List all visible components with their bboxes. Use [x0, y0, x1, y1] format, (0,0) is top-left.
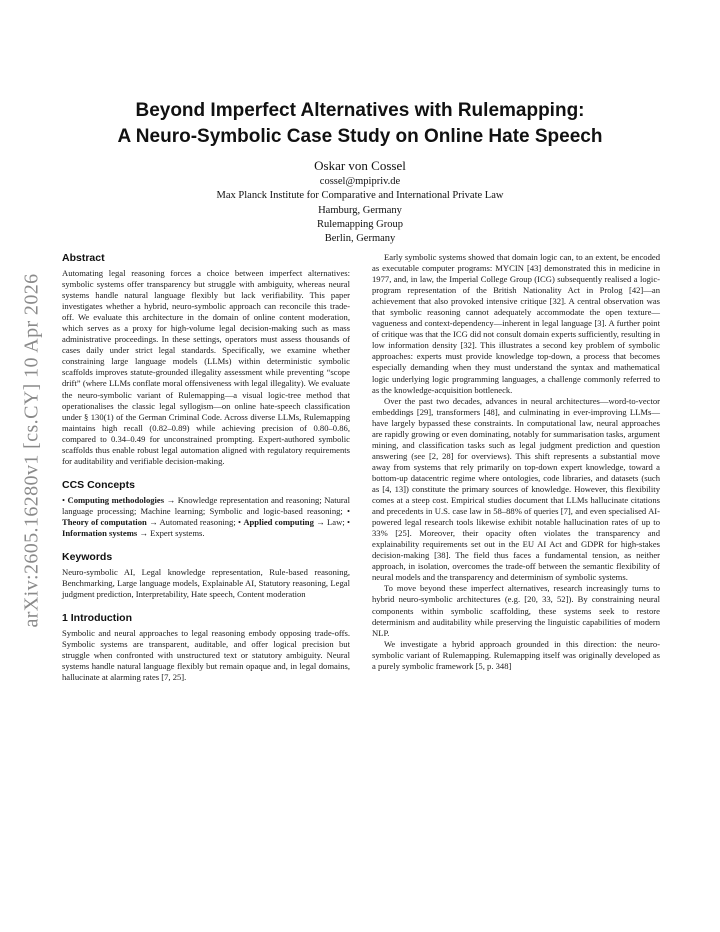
author-affiliation: Max Planck Institute for Comparative and International Private Law	[216, 190, 504, 202]
introduction-heading: 1 Introduction	[62, 612, 132, 625]
author-block	[100, 157, 620, 246]
ccs-heading: CCS Concepts	[62, 478, 135, 491]
author-city: Hamburg, Germany	[318, 204, 402, 216]
ccs-desc-1: → Knowledge representation and reasoning; Natural language processing; Machine learning; Symbolic and logic-based reasoning; •	[62, 494, 350, 516]
intro-paragraph-4: To move beyond these imperfect alternatives, research increasingly turns to hybrid neuro-symbolic architectures (e.g. [20, 33, 52]). By constraining neural components within symbolic scaffolding, these systems seek to restore determinism and auditability while preserving the linguistic capabilities of modern NLP.	[372, 583, 660, 638]
ccs-term-3: Applied computing	[243, 516, 314, 527]
author-group: Rulemapping Group	[316, 218, 404, 230]
author-name: Oskar von Cossel	[314, 158, 406, 173]
intro-paragraph-3: Over the past two decades, advances in neural architectures—word-to-vector embeddings [29], transformers [48], and culminating in ever-improving LLMs—have largely bypassed these constraints. In computational law, neural approaches are rapidly growing or even dominating, notably for summarisation tasks, argument mining, and classification tasks such as legal judgment prediction and question answering (see [2, 28] for overviews). This shift represents a substantial move away from systems that rely primarily on top-down expert knowledge, toward a bottom-up datacentric regime where ontologies, code libraries, and datasets (such as [4, 13]) constitute the primary sources of knowledge. However, this flexibility comes at a steep cost. Empirical studies document that LLMs hallucinate citations and precedents in U.S. case law in 58–88% of queries [7], and even specialised AI-powered legal research tools likewise exhibit notable hallucination rates of up to 33% [25]. Moreover, their opacity often violates the transparency and explainability requirements set out in the EU AI Act and GDPR for high-stakes decision-making [38]. The field thus faces a fundamental tension, as neither approach, in isolation, overcomes the trade-off between the semantic flexibility of neural models and the transparency and determinism of symbolic systems.	[372, 395, 660, 583]
author-email: cossel@mpipriv.de	[319, 176, 401, 187]
ccs-term-2: Theory of computation	[62, 516, 147, 527]
abstract-text: Automating legal reasoning forces a choice between imperfect alternatives: symbolic systems offer transparency but struggle with ambiguity, whereas neural systems handle natural language flexibly but lack verifiability. This paper investigates whether a hybrid, neuro-symbolic approach can reconcile this trade-off. We evaluate this architecture in the domain of online content moderation, which serves as a proxy for high-volume legal decision-making such as mass administrative proceedings. In these settings, operators must assess thousands of cases daily under strict legal standards. Specifically, we examine whether constraining large language models (LLMs) within deterministic symbolic scaffolds improves statute-grounded illegality assessment while preventing “scope drift” (where LLMs conflate moral offensiveness with legal illegality). We evaluate the neuro-symbolic variant of Rulemapping—a visual logic-tree method that operationalises the classic legal syllogism—on online hate-speech classification under § 130(1) of the German Criminal Code. Across diverse LLMs, Rulemapping maintains high recall (0.82–0.89) while achieving precision of 0.80–0.86, compared to 0.34–0.49 for unconstrained prompting. Expert-authored symbolic scaffolds thus enable robust legal automation aligned with regulatory requirements for auditability and verifiable decision-making.	[62, 268, 350, 466]
title-line-1: Beyond Imperfect Alternatives with Rulemapping:	[135, 100, 585, 121]
title-line-2: A Neuro-Symbolic Case Study on Online Hate Speech	[117, 126, 603, 147]
author-group-city: Berlin, Germany	[324, 233, 396, 245]
abstract-heading: Abstract	[62, 252, 105, 264]
keywords-heading: Keywords	[62, 551, 113, 564]
ccs-term-1: Computing methodologies	[67, 494, 165, 505]
ccs-desc-3: → Law; •	[313, 516, 350, 527]
intro-paragraph-5: We investigate a hybrid approach grounded in this direction: the neuro-symbolic variant of Rulemapping. Rulemapping itself was originally developed as a purely symbolic framework [5, p. 348]	[372, 638, 660, 671]
ccs-text: • Computing methodologies → Knowledge representation and reasoning; Natural language processing; Machine learning; Symbolic and logic-based reasoning; • Theory of computation → Automated reasoning; • Applied computing → Law; • Information systems → Expert systems.	[62, 494, 350, 538]
ccs-desc-4: → Expert systems.	[137, 527, 205, 538]
paper-title	[60, 98, 660, 150]
arxiv-identifier	[12, 260, 52, 640]
arxiv-identifier-text: arXiv:2605.16280v1 [cs.CY] 10 Apr 2026	[20, 272, 43, 628]
keywords-text: Neuro-symbolic AI, Legal knowledge representation, Rule-based reasoning, Benchmarking, Large language models, Explainable AI, Statutory reasoning, Legal judgment prediction, Interpretability, Hate speech, Content moderation	[62, 567, 350, 600]
ccs-desc-2: → Automated reasoning; •	[146, 516, 244, 527]
ccs-term-4: Information systems	[62, 527, 138, 538]
right-column	[372, 252, 660, 672]
left-column	[62, 252, 350, 683]
intro-paragraph-1: Symbolic and neural approaches to legal reasoning embody opposing trade-offs. Symbolic systems are transparent, auditable, and offer logical precision but struggle when confronted with unstructured text or statutory ambiguity. Neural systems handle natural language flexibly but remain opaque and, in legal domains, hallucinate at alarming rates [7, 25].	[62, 628, 350, 683]
intro-paragraph-2: Early symbolic systems showed that domain logic can, to an extent, be encoded as executable computer programs: MYCIN [43] demonstrated this in medicine in 1977, and, in law, the Imperial College Group (ICG) subsequently realised a logic-program representation of the British Nationality Act in Prolog [42]—an achievement that also provoked intensive critique [32]. A central observation was that symbolic reasoning cannot adequately accommodate the open texture—vagueness and context-dependency—inherent in legal language [3]. A further point of critique was that the ICG did not consult domain experts sufficiently, resulting in low information density [32]. This illustrates a second key problem of symbolic approaches: experts must provide knowledge top-down, a process that becomes especially demanding when they must understand the syntax and mathematical logic underlying logic programming languages, a challenge commonly referred to as the knowledge-acquisition bottleneck.	[372, 252, 660, 395]
